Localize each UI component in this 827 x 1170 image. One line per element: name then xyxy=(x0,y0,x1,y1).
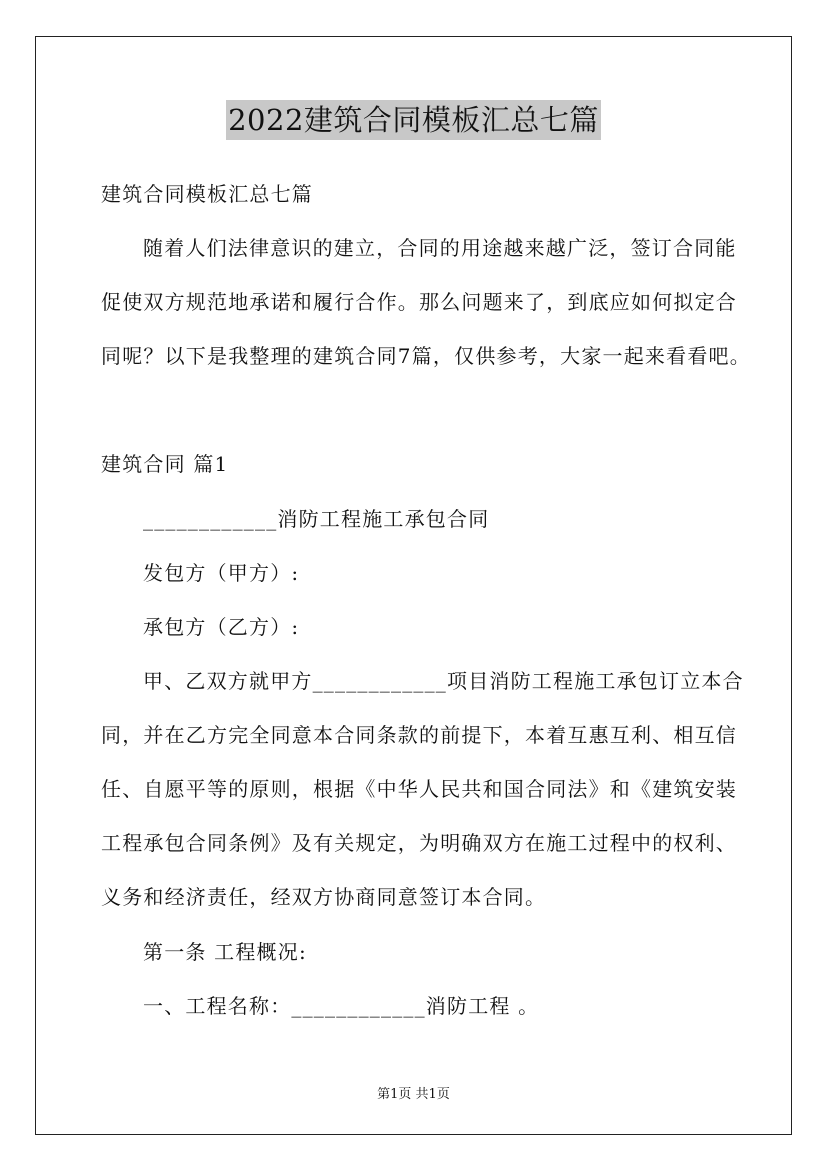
body-line: 工程承包合同条例》及有关规定，为明确双方在施工过程中的权利、 xyxy=(101,831,737,855)
title-wrap xyxy=(0,100,827,140)
contract-title: ____________消防工程施工承包合同 xyxy=(143,507,490,531)
party-a-line: 发包方（甲方）: xyxy=(143,561,300,585)
party-b-line: 承包方（乙方）: xyxy=(143,615,300,639)
body-line: 甲、乙双方就甲方____________项目消防工程施工承包订立本合 xyxy=(143,669,744,693)
article-item: 一、工程名称：____________消防工程 。 xyxy=(143,994,540,1018)
intro-line: 随着人们法律意识的建立，合同的用途越来越广泛，签订合同能 xyxy=(143,236,737,260)
document-subtitle: 建筑合同模板汇总七篇 xyxy=(101,182,313,206)
section-heading: 建筑合同 篇1 xyxy=(101,452,229,476)
body-line: 同，并在乙方完全同意本合同条款的前提下，本着互惠互利、相互信 xyxy=(101,723,737,747)
article-heading: 第一条 工程概况: xyxy=(143,940,307,964)
intro-line: 同呢？以下是我整理的建筑合同7篇，仅供参考，大家一起来看看吧。 xyxy=(101,344,751,368)
body-line: 义务和经济责任，经双方协商同意签订本合同。 xyxy=(101,885,547,909)
intro-line: 促使双方规范地承诺和履行合作。那么问题来了，到底应如何拟定合 xyxy=(101,290,737,314)
page-number-footer: 第1页 共1页 xyxy=(377,1087,450,1102)
body-line: 任、自愿平等的原则，根据《中华人民共和国合同法》和《建筑安装 xyxy=(101,777,737,801)
document-title: 2022建筑合同模板汇总七篇 xyxy=(226,100,601,140)
